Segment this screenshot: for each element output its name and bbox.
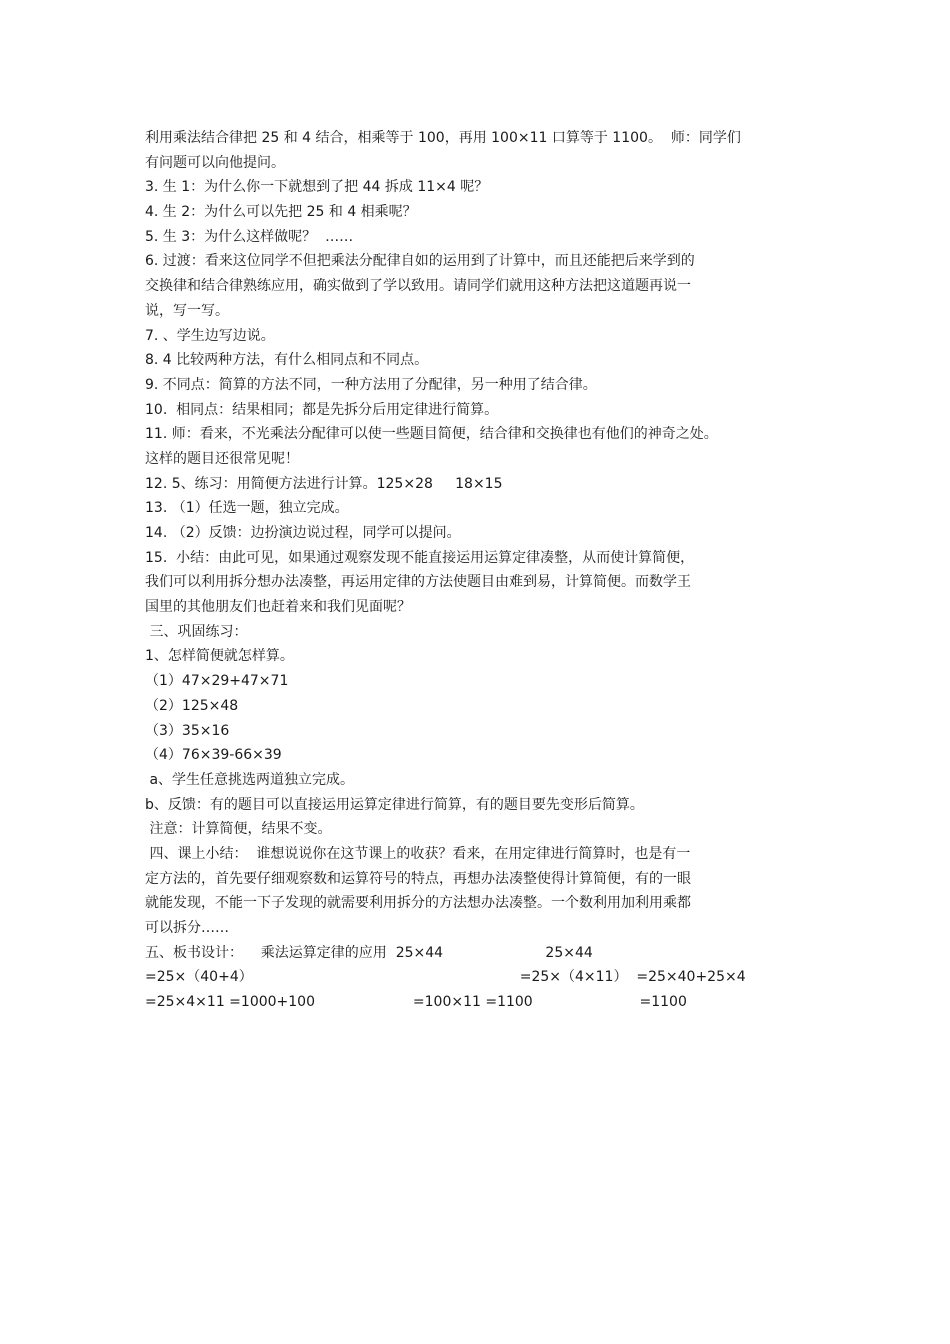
text-line: 国里的其他朋友们也赶着来和我们见面呢？ <box>145 599 411 616</box>
board-line: =25×（40+4） =25×（4×11） =25×40+25×4 <box>145 969 746 986</box>
text-line: 说，写一写。 <box>145 302 229 319</box>
text-line: 我们可以利用拆分想办法凑整，再运用定律的方法使题目由难到易，计算简便。而数学王 <box>145 574 691 591</box>
text-line: 注意：计算简便，结果不变。 <box>145 821 332 838</box>
text-line: a、学生任意挑选两道独立完成。 <box>145 771 355 788</box>
text-line: 15. 小结：由此可见，如果通过观察发现不能直接运用运算定律凑整，从而使计算简便， <box>145 549 695 566</box>
text-line: 9. 不同点：简算的方法不同，一种方法用了分配律，另一种用了结合律。 <box>145 376 597 393</box>
text-line: 3. 生 1：为什么你一下就想到了把 44 拆成 11×4 呢？ <box>145 179 489 196</box>
text-line: 5. 生 3：为什么这样做呢？ …… <box>145 228 354 245</box>
text-line: 定方法的，首先要仔细观察数和运算符号的特点，再想办法凑整使得计算简便，有的一眼 <box>145 870 691 887</box>
section-heading: 四、课上小结： 谁想说说你在这节课上的收获？看来，在用定律进行简算时，也是有一 <box>145 845 691 862</box>
document-body <box>145 126 825 1015</box>
text-line: 13. （1）任选一题，独立完成。 <box>145 500 349 517</box>
text-line: 10. 相同点：结果相同；都是先拆分后用定律进行简算。 <box>145 401 499 418</box>
text-line: 14. （2）反馈：边扮演边说过程，同学可以提问。 <box>145 525 461 541</box>
exercise-item: （1）47×29+47×71 <box>145 673 289 690</box>
text-line: 8. 4 比较两种方法，有什么相同点和不同点。 <box>145 352 429 369</box>
text-line: 这样的题目还很常见呢！ <box>145 450 299 467</box>
board-line: =25×4×11 =1000+100 =100×11 =1100 =1100 <box>145 994 687 1011</box>
text-line: 12. 5、练习：用简便方法进行计算。125×28 18×15 <box>145 475 503 492</box>
exercise-item: （4）76×39-66×39 <box>145 747 282 764</box>
text-line: 11. 师：看来，不光乘法分配律可以使一些题目简便，结合律和交换律也有他们的神奇之处。 <box>145 426 718 443</box>
text-line: 有问题可以向他提问。 <box>145 154 285 171</box>
text-line: 可以拆分…… <box>145 920 229 936</box>
text-line: 1、怎样简便就怎样算。 <box>145 648 294 665</box>
text-line: 6. 过渡：看来这位同学不但把乘法分配律自如的运用到了计算中，而且还能把后来学到的 <box>145 253 695 270</box>
section-heading: 五、板书设计： 乘法运算定律的应用 25×44 25×44 <box>145 944 593 961</box>
text-line: 交换律和结合律熟练应用，确实做到了学以致用。请同学们就用这种方法把这道题再说一 <box>145 278 691 295</box>
text-line: 4. 生 2：为什么可以先把 25 和 4 相乘呢？ <box>145 204 417 221</box>
text-line: 就能发现，不能一下子发现的就需要利用拆分的方法想办法凑整。一个数利用加利用乘都 <box>145 895 691 912</box>
text-line: b、反馈：有的题目可以直接运用运算定律进行简算，有的题目要先变形后简算。 <box>145 796 644 813</box>
exercise-item: （3）35×16 <box>145 722 230 739</box>
section-heading: 三、巩固练习： <box>145 623 248 640</box>
exercise-item: （2）125×48 <box>145 697 239 714</box>
text-line: 7. 、学生边写边说。 <box>145 327 275 344</box>
text-line: 利用乘法结合律把 25 和 4 结合，相乘等于 100，再用 100×11 口算等于 1100。 师：同学们 <box>145 130 741 146</box>
